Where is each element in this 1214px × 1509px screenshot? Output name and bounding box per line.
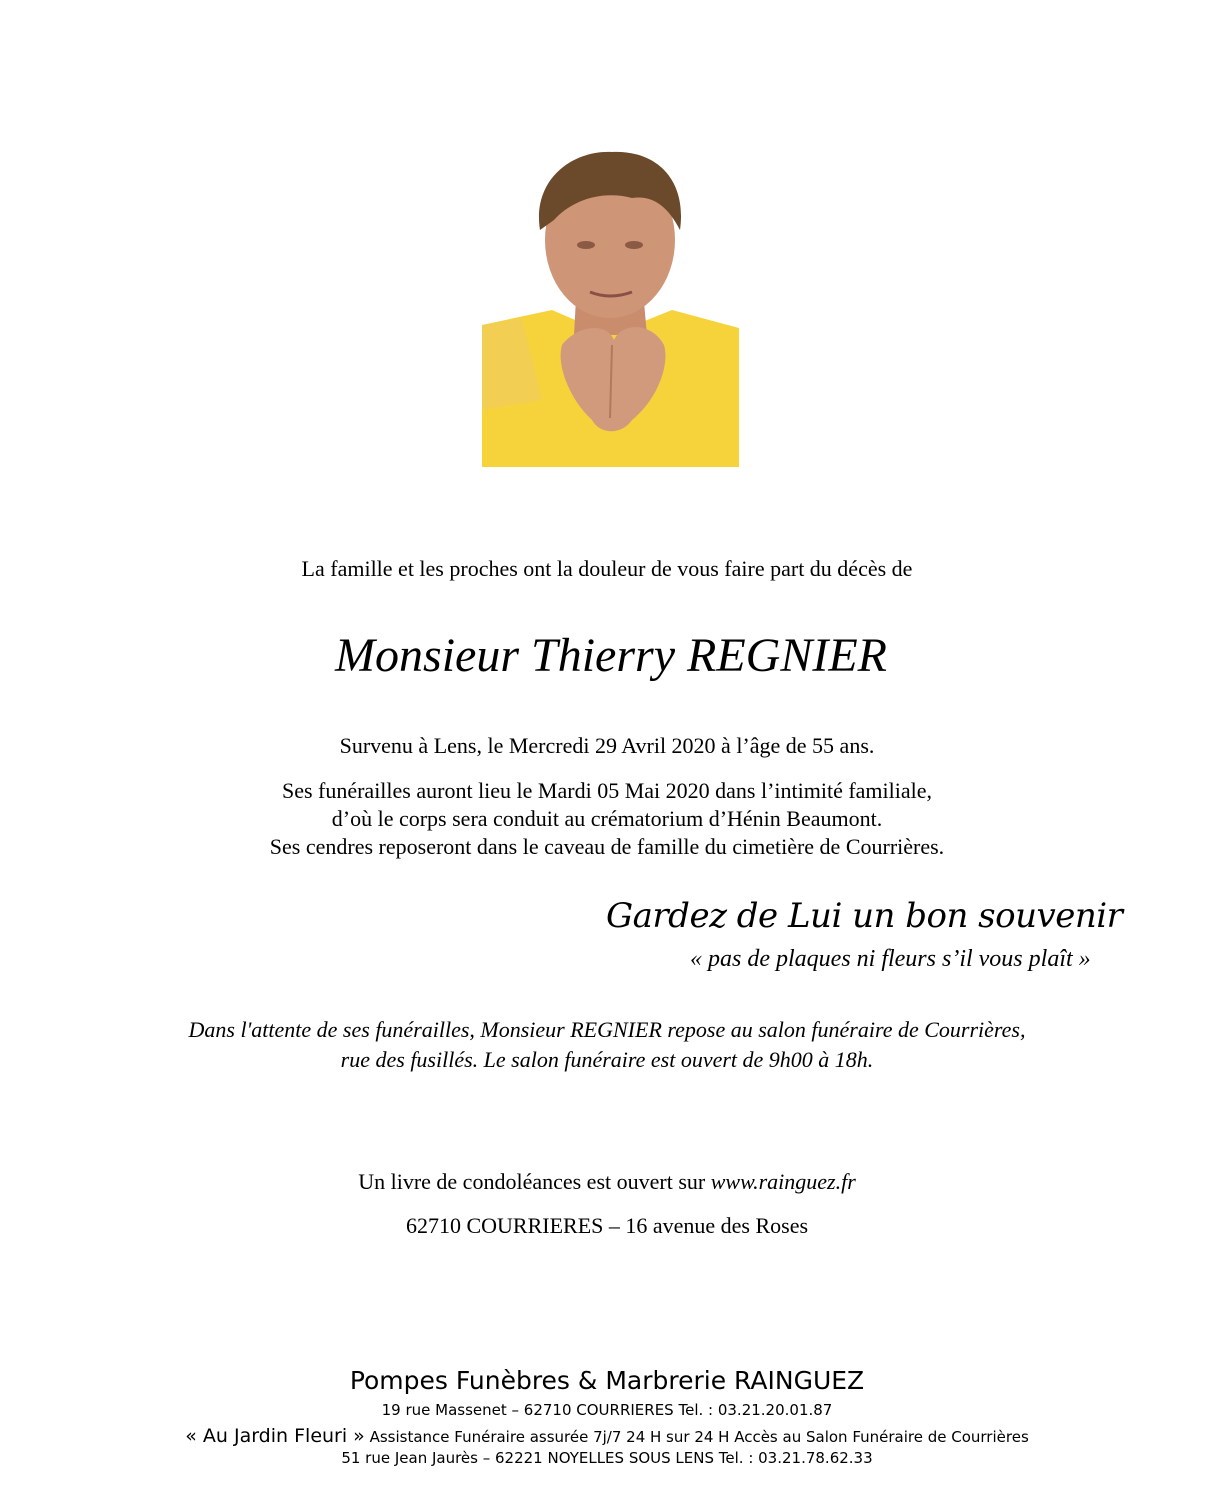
funeral-line: Ses cendres reposeront dans le caveau de famille du cimetière de Courrières. — [269, 834, 945, 859]
funeral-line: Ses funérailles auront lieu le Mardi 05 Mai 2020 dans l’intimité familiale, — [281, 778, 933, 803]
footer-title: Pompes Funèbres & Marbrerie RAINGUEZ — [349, 1366, 865, 1395]
intro-text: La famille et les proches ont la douleur de vous faire part du décès de — [301, 556, 913, 581]
souvenir-phrase: Gardez de Lui un bon souvenir — [606, 896, 1123, 936]
no-flowers-note: « pas de plaques ni fleurs s’il vous plaît » — [690, 946, 1091, 972]
deceased-name: Monsieur Thierry REGNIER — [335, 629, 887, 682]
death-details: Survenu à Lens, le Mercredi 29 Avril 2020 à l’âge de 55 ans. — [339, 733, 875, 758]
portrait-photo-icon — [482, 150, 739, 467]
condolences-link[interactable]: www.rainguez.fr — [710, 1169, 856, 1194]
condolences-line — [0, 1169, 1214, 1195]
footer-address-2: 51 rue Jean Jaurès – 62221 NOYELLES SOUS LENS Tel. : 03.21.78.62.33 — [341, 1449, 873, 1467]
portrait-photo — [482, 150, 739, 467]
funeral-line: d’où le corps sera conduit au crématorium d’Hénin Beaumont. — [331, 806, 883, 831]
salon-line: rue des fusillés. Le salon funéraire est ouvert de 9h00 à 18h. — [340, 1047, 874, 1072]
footer-services — [0, 1425, 1214, 1447]
footer-address-1: 19 rue Massenet – 62710 COURRIERES Tel. : 03.21.20.01.87 — [381, 1401, 833, 1419]
salon-info — [0, 1015, 1214, 1075]
salon-line: Dans l'attente de ses funérailles, Monsieur REGNIER repose au salon funéraire de Courrières, — [188, 1017, 1026, 1042]
footer-jardin-fleuri: « Au Jardin Fleuri » — [185, 1425, 365, 1447]
address: 62710 COURRIERES – 16 avenue des Roses — [405, 1213, 809, 1238]
condolences-text: Un livre de condoléances est ouvert sur — [358, 1169, 711, 1194]
funeral-details — [0, 777, 1214, 861]
footer-services-text: Assistance Funéraire assurée 7j/7 24 H sur 24 H Accès au Salon Funéraire de Courrières — [364, 1428, 1029, 1446]
